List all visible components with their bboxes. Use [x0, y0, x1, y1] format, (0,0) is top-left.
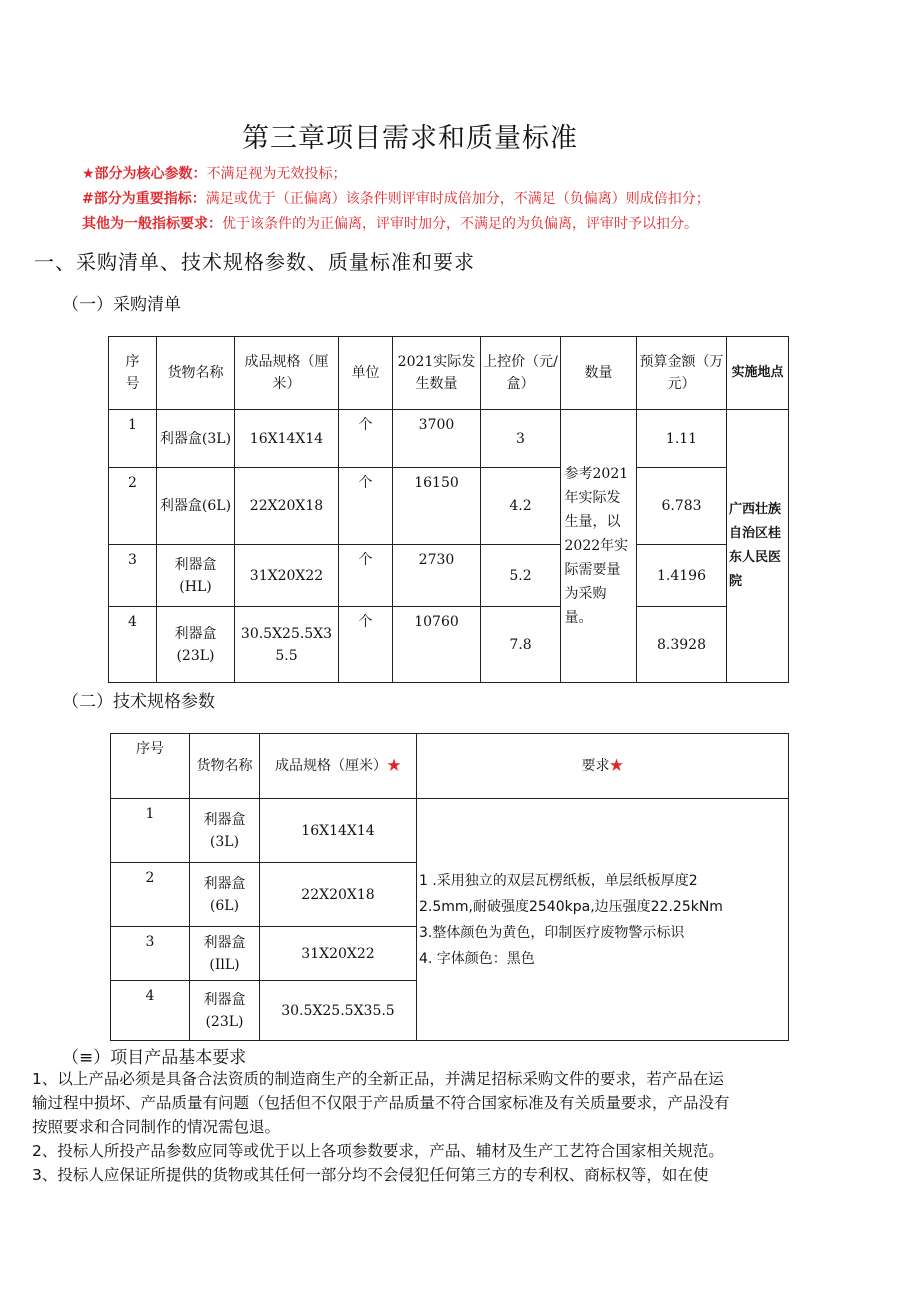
cell-spec: 31X20X22 [260, 927, 417, 981]
cell-name: 利器盒(IlL) [190, 927, 260, 981]
cell-no: 3 [111, 927, 190, 981]
subsection-heading-basic-requirements: （≡）项目产品基本要求 [62, 1048, 247, 1068]
header-cell: 单位 [339, 337, 393, 410]
paragraph-line: 按照要求和合同制作的情况需包退。 [32, 1118, 281, 1136]
star-icon: ★ [387, 758, 401, 774]
cell-spec: 31X20X22 [235, 545, 339, 607]
paragraph-line: 1、以上产品必须是具备合法资质的制造商生产的全新正品，并满足招标采购文件的要求，若产品在运 [32, 1070, 724, 1088]
subsection-heading-procurement: （一）采购清单 [62, 295, 181, 315]
cell-budget: 1.4196 [637, 545, 727, 607]
cell-name: 利器盒(23L) [157, 607, 235, 683]
paragraph-line: 输过程中损坏、产品质量有问题（包括但不仅限于产品质量不符合国家标准及有关质量要求，产品没有 [32, 1094, 730, 1112]
cell-qty2021: 2730 [393, 545, 481, 607]
cell-requirements [417, 799, 789, 1041]
note-label: 其他为一般指标要求： [82, 216, 222, 232]
header-cell: 货物名称 [157, 337, 235, 410]
cell-no: 2 [109, 468, 157, 545]
cell-budget: 1.11 [637, 410, 727, 468]
cell-name: 利器盒(3L) [157, 410, 235, 468]
cell-unit: 个 [339, 607, 393, 683]
note-label: ★部分为核心参数： [82, 166, 207, 182]
cell-unit: 个 [339, 468, 393, 545]
cell-name: 利器盒(23L) [190, 981, 260, 1041]
specs-table [110, 733, 789, 1041]
cell-qty2021: 10760 [393, 607, 481, 683]
cell-spec: 30.5X25.5X35.5 [260, 981, 417, 1041]
cell-location: 广西壮族自治区桂东人民医院 [727, 410, 789, 683]
section-heading: 一、采购清单、技术规格参数、质量标准和要求 [34, 250, 475, 274]
header-cell: 货物名称 [190, 734, 260, 799]
requirement-line: 1 .采用独立的双层瓦楞纸板，单层纸板厚度2 [419, 872, 698, 889]
cell-qty2021: 3700 [393, 410, 481, 468]
cell-no: 2 [111, 863, 190, 927]
cell-no: 1 [111, 799, 190, 863]
table-header-row [109, 337, 789, 410]
cell-quantity-note: 参考2021年实际发生量，以2022年实际需要量为采购量。 [561, 410, 637, 683]
cell-unit: 个 [339, 410, 393, 468]
cell-budget: 8.3928 [637, 607, 727, 683]
note-text: 满足或优于（正偏离）该条件则评审时成倍加分，不满足（负偏离）则成倍扣分； [205, 191, 710, 207]
cell-spec: 16X14X14 [260, 799, 417, 863]
header-cell: 成品规格（厘米） [235, 337, 339, 410]
cell-unit: 个 [339, 545, 393, 607]
paragraph-line: 2、投标人所投产品参数应同等或优于以上各项参数要求，产品、辅材及生产工艺符合国家相关规范。 [32, 1142, 724, 1160]
note-core-params [82, 163, 347, 183]
paragraph-line: 3、投标人应保证所提供的货物或其任何一部分均不会侵犯任何第三方的专利权、商标权等，如在使 [32, 1166, 709, 1184]
header-cell: 序号 [111, 734, 190, 799]
header-cell: 实施地点 [727, 337, 789, 410]
table-row [109, 410, 789, 468]
cell-price: 7.8 [481, 607, 561, 683]
table-row [111, 799, 789, 863]
cell-name: 利器盒(6L) [190, 863, 260, 927]
header-cell: 要求★ [417, 734, 789, 799]
cell-name: 利器盒(HL) [157, 545, 235, 607]
cell-price: 5.2 [481, 545, 561, 607]
cell-name: 利器盒(3L) [190, 799, 260, 863]
page-title: 第三章项目需求和质量标准 [242, 123, 578, 154]
table-row [109, 468, 789, 545]
requirement-line: 2.5mm,耐破强度2540kpa,边压强度22.25kNm [419, 898, 723, 915]
cell-spec: 30.5X25.5X35.5 [235, 607, 339, 683]
note-general-params [82, 213, 698, 233]
star-icon: ★ [609, 758, 624, 774]
cell-no: 4 [109, 607, 157, 683]
cell-no: 4 [111, 981, 190, 1041]
table-header-row [111, 734, 789, 799]
note-important-params [82, 188, 710, 208]
subsection-heading-specs: （二）技术规格参数 [62, 692, 215, 712]
note-label: #部分为重要指标： [82, 191, 206, 207]
cell-budget: 6.783 [637, 468, 727, 545]
note-text: 优于该条件的为正偏离，评审时加分，不满足的为负偏离，评审时予以扣分。 [222, 216, 698, 232]
header-cell: 序号 [109, 337, 157, 410]
cell-spec: 22X20X18 [235, 468, 339, 545]
header-cell: 预算金额（万元） [637, 337, 727, 410]
cell-no: 3 [109, 545, 157, 607]
cell-name: 利器盒(6L) [157, 468, 235, 545]
note-text: 不满足视为无效投标； [206, 166, 347, 182]
table-row [109, 607, 789, 683]
header-cell: 上控价（元/盒） [481, 337, 561, 410]
cell-price: 3 [481, 410, 561, 468]
requirement-line: 3.整体颜色为黄色，印制医疗废物警示标识 [419, 924, 685, 941]
procurement-table [108, 336, 789, 683]
header-cell: 数量 [561, 337, 637, 410]
table-row [109, 545, 789, 607]
header-cell: 2021实际发生数量 [393, 337, 481, 410]
requirement-line: 4. 字体颜色：黑色 [419, 950, 535, 967]
cell-price: 4.2 [481, 468, 561, 545]
cell-spec: 16X14X14 [235, 410, 339, 468]
cell-spec: 22X20X18 [260, 863, 417, 927]
cell-qty2021: 16150 [393, 468, 481, 545]
cell-no: 1 [109, 410, 157, 468]
header-cell: 成品规格（厘米）★ [260, 734, 417, 799]
